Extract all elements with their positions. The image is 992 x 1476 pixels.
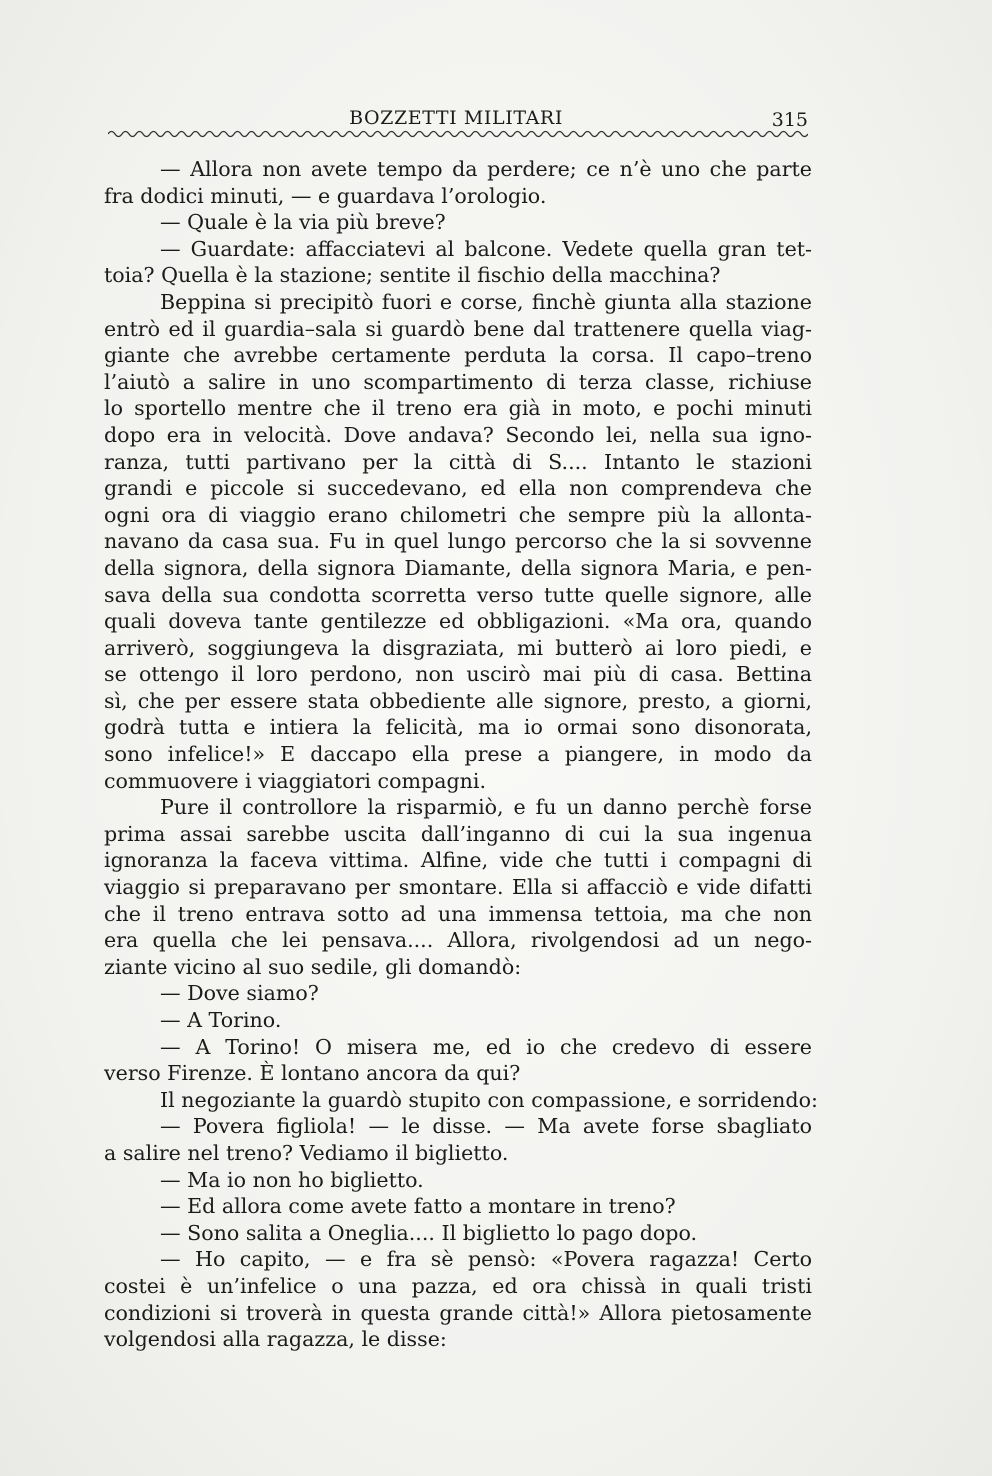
text-line: condizioni si troverà in questa grande città!» Allora pietosamente [104, 1300, 812, 1325]
text-line: — Ho capito, — e fra sè pensò: «Povera ragazza! Certo [160, 1247, 812, 1272]
text-line: ranza, tutti partivano per la città di S.... Intanto le stazioni [104, 449, 812, 474]
text-line: prima assai sarebbe uscita dall’inganno di cui la sua ingenua [104, 821, 812, 846]
text-line: arriverò, soggiungeva la disgraziata, mi butterò ai loro piedi, e [104, 635, 812, 660]
text-line: Il negoziante la guardò stupito con compassione, e sorridendo: [160, 1087, 818, 1112]
text-line: a salire nel treno? Vediamo il biglietto. [104, 1140, 509, 1165]
page-number: 315 [771, 109, 808, 131]
header-wavy-rule [108, 128, 808, 140]
body-text [104, 156, 818, 1353]
text-line: — Povera figliola! — le disse. — Ma avete forse sbagliato [160, 1114, 812, 1139]
text-line: che il treno entrava sotto ad una immensa tettoia, ma che non [104, 901, 812, 926]
text-line: — Guardate: affacciatevi al balcone. Vedete quella gran tet- [160, 236, 812, 261]
text-line: sono infelice!» E daccapo ella prese a piangere, in modo da [104, 742, 812, 767]
text-line: giante che avrebbe certamente perduta la corsa. Il capo–treno [104, 343, 812, 368]
text-line: godrà tutta e intiera la felicità, ma io ormai sono disonorata, [104, 715, 812, 740]
running-title: BOZZETTI MILITARI [349, 107, 563, 129]
text-line: ziante vicino al suo sedile, gli domandò: [104, 954, 522, 979]
text-line: — Ed allora come avete fatto a montare in treno? [160, 1194, 676, 1219]
text-line: quali doveva tante gentilezze ed obbligazioni. «Ma ora, quando [104, 609, 812, 634]
text-line: — Sono salita a Oneglia.... Il biglietto lo pago dopo. [160, 1220, 698, 1245]
text-line: dopo era in velocità. Dove andava? Secondo lei, nella sua igno- [104, 422, 812, 447]
text-line: — Dove siamo? [160, 981, 319, 1006]
text-line: costei è un’infelice o una pazza, ed ora chissà in quali tristi [104, 1273, 812, 1298]
text-line: toia? Quella è la stazione; sentite il fischio della macchina? [104, 263, 721, 288]
text-line: — Quale è la via più breve? [160, 210, 446, 235]
text-line: Beppina si precipitò fuori e corse, finchè giunta alla stazione [160, 289, 812, 314]
text-line: navano da casa sua. Fu in quel lungo percorso che la si sovvenne [104, 529, 812, 554]
text-line: ignoranza la faceva vittima. Alfine, vide che tutti i compagni di [104, 848, 812, 873]
text-line: — A Torino. [160, 1008, 282, 1032]
text-line: — A Torino! O misera me, ed io che credevo di essere [160, 1034, 812, 1059]
text-line: della signora, della signora Diamante, della signora Maria, e pen- [104, 555, 812, 580]
text-line: lo sportello mentre che il treno era già in moto, e pochi minuti [104, 396, 812, 421]
text-line: l’aiutò a salire in uno scompartimento di terza classe, richiuse [104, 369, 812, 394]
text-line: era quella che lei pensava.... Allora, rivolgendosi ad un nego- [104, 928, 812, 953]
text-line: volgendosi alla ragazza, le disse: [104, 1327, 447, 1352]
text-line: verso Firenze. È lontano ancora da qui? [104, 1061, 521, 1086]
text-line: fra dodici minuti, — e guardava l’orologio. [104, 183, 547, 208]
text-line: ogni ora di viaggio erano chilometri che sempre più la allonta- [104, 502, 812, 527]
text-line: entrò ed il guardia–sala si guardò bene dal trattenere quella viag- [104, 316, 812, 341]
text-line: viaggio si preparavano per smontare. Ella si affacciò e vide difatti [104, 875, 812, 900]
text-line: grandi e piccole si succedevano, ed ella non comprendeva che [104, 476, 812, 501]
text-line: — Allora non avete tempo da perdere; ce n’è uno che parte [160, 157, 812, 181]
text-line: commuovere i viaggiatori compagni. [104, 768, 487, 793]
text-line: — Ma io non ho biglietto. [160, 1167, 424, 1192]
text-line: se ottengo il loro perdono, non uscirò mai più di casa. Bettina [104, 662, 812, 687]
text-line: Pure il controllore la risparmiò, e fu un danno perchè forse [160, 795, 812, 820]
text-line: sava della sua condotta scorretta verso tutte quelle signore, alle [104, 582, 812, 607]
text-line: sì, che per essere stata obbediente alle signore, presto, a giorni, [104, 688, 812, 713]
